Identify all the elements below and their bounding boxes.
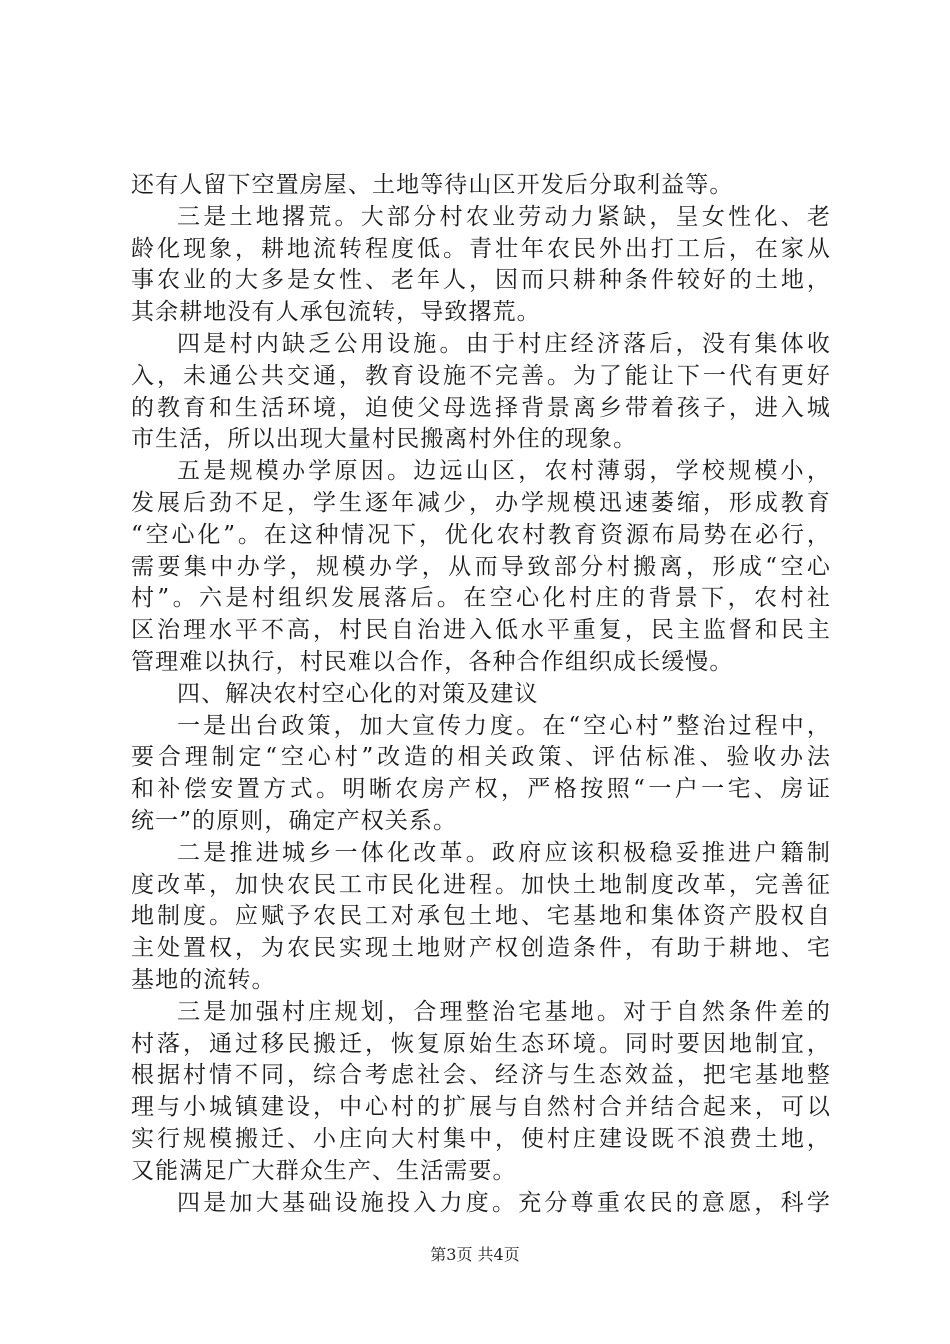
text-line: 管理难以执行，村民难以合作，各种合作组织成长缓慢。: [131, 648, 734, 675]
text-line: 的教育和生活环境，迫使父母选择背景离乡带着孩子，进入城: [131, 394, 831, 421]
text-line: 要合理制定“空心村”改造的相关政策、评估标准、验收办法: [131, 744, 831, 771]
text-line: 还有人留下空置房屋、土地等待山区开发后分取利益等。: [131, 172, 734, 198]
text-line: 村落，通过移民搬迁，恢复原始生态环境。同时要因地制宜，: [131, 1030, 831, 1057]
text-line: 主处置权，为农民实现土地财产权创造条件，有助于耕地、宅: [131, 935, 831, 962]
text-line: 事农业的大多是女性、老年人，因而只耕种条件较好的土地，: [131, 267, 831, 294]
text-line: 村”。六是村组织发展落后。在空心化村庄的背景下，农村社: [131, 585, 831, 612]
text-line: 统一”的原则，确定产权关系。: [131, 807, 458, 834]
text-line: 和补偿安置方式。明晰农房产权，严格按照“一户一宅、房证: [131, 776, 831, 803]
text-line: 基地的流转。: [131, 966, 276, 993]
text-line: 三是土地撂荒。大部分村农业劳动力紧缺，呈女性化、老: [177, 203, 831, 230]
text-line: 一是出台政策，加大宣传力度。在“空心村”整治过程中，: [177, 712, 831, 739]
text-line: 度改革，加快农民工市民化进程。加快土地制度改革，完善征: [131, 871, 831, 898]
text-line: 四是村内缺乏公用设施。由于村庄经济落后，没有集体收: [177, 330, 831, 357]
text-line: 发展后劲不足，学生逐年减少，办学规模迅速萎缩，形成教育: [131, 489, 831, 516]
text-line: 市生活，所以出现大量村民搬离村外住的现象。: [131, 426, 638, 453]
page-footer: 第3页 共4页: [430, 1245, 520, 1264]
text-line: 二是推进城乡一体化改革。政府应该积极稳妥推进户籍制: [177, 839, 831, 866]
text-line: 四、解决农村空心化的对策及建议: [177, 680, 539, 707]
text-line: 又能满足广大群众生产、生活需要。: [131, 1157, 517, 1184]
text-line: 地制度。应赋予农民工对承包土地、宅基地和集体资产股权自: [131, 903, 831, 930]
text-line: 入，未通公共交通，教育设施不完善。为了能让下一代有更好: [131, 362, 831, 389]
text-line: 三是加强村庄规划，合理整治宅基地。对于自然条件差的: [177, 998, 831, 1025]
text-line: 四是加大基础设施投入力度。充分尊重农民的意愿，科学: [177, 1189, 831, 1216]
text-line: 理与小城镇建设，中心村的扩展与自然村合并结合起来，可以: [131, 1094, 831, 1121]
body-text: [131, 170, 831, 1219]
text-line: 区治理水平不高，村民自治进入低水平重复，民主监督和民主: [131, 617, 831, 644]
text-line: 其余耕地没有人承包流转，导致撂荒。: [131, 299, 541, 326]
text-line: 五是规模办学原因。边远山区，农村薄弱，学校规模小，: [177, 458, 831, 485]
text-line: “空心化”。在这种情况下，优化农村教育资源布局势在必行，: [131, 521, 831, 548]
text-line: 根据村情不同，综合考虑社会、经济与生态效益，把宅基地整: [131, 1062, 831, 1089]
text-line: 龄化现象，耕地流转程度低。青壮年农民外出打工后，在家从: [131, 235, 831, 262]
text-line: 实行规模搬迁、小庄向大村集中，使村庄建设既不浪费土地，: [131, 1125, 831, 1152]
text-line: 需要集中办学，规模办学，从而导致部分村搬离，形成“空心: [131, 553, 831, 580]
